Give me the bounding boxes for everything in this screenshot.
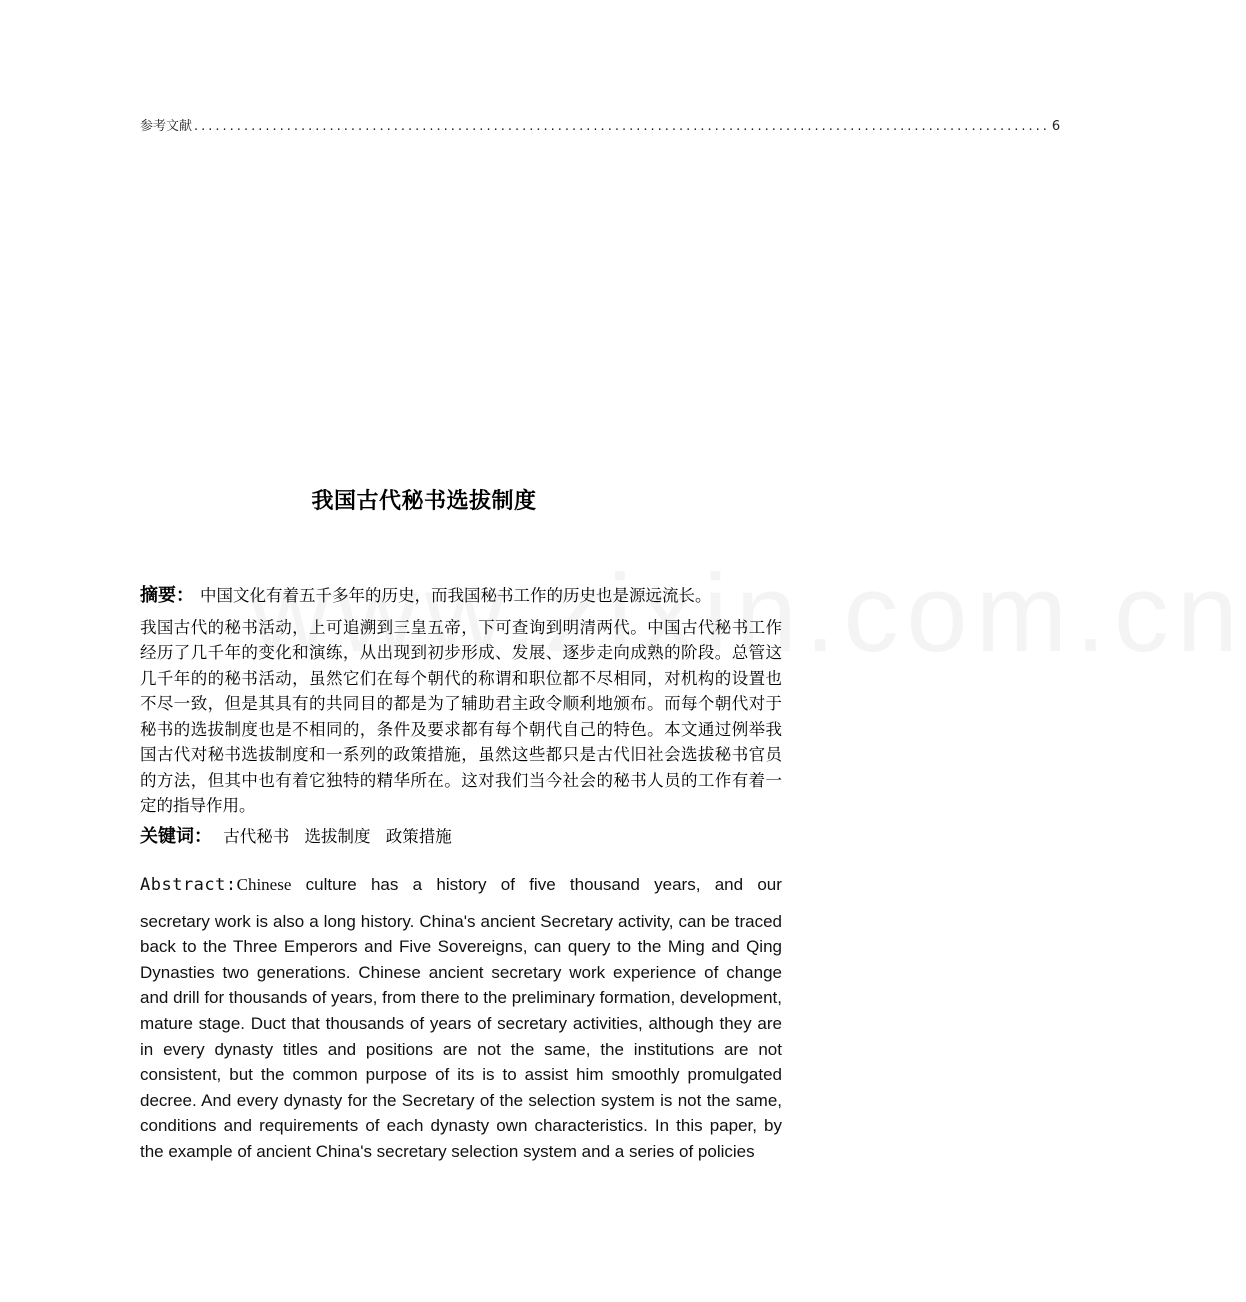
abstract-word: culture <box>305 875 357 894</box>
abstract-english-first-line <box>140 872 782 899</box>
abstract-english-first-word: Chinese <box>236 875 292 894</box>
abstract-chinese <box>140 583 782 819</box>
abstract-english-label: Abstract: <box>140 875 237 895</box>
abstract-word: thousand <box>569 875 640 894</box>
abstract-english <box>140 872 782 1165</box>
toc-page-number: 6 <box>1051 119 1061 134</box>
document-title: 我国古代秘书选拔制度 <box>311 489 537 514</box>
abstract-word: our <box>757 875 782 894</box>
keyword-item: 政策措施 <box>385 827 452 846</box>
abstract-english-lead <box>140 872 291 899</box>
abstract-chinese-label: 摘要： <box>140 585 194 606</box>
abstract-word: has <box>370 875 399 894</box>
abstract-chinese-body: 我国古代的秘书活动，上可追溯到三皇五帝，下可查询到明清两代。中国古代秘书工作经历了几千年的变化和演练，从出现到初步形成、发展、逐步走向成熟的阶段。总管这几千年的的秘书活动，虽然它们在每个朝代的称谓和职位都不尽相同，对机构的设置也不尽一致，但是其具有的共同目的都是为了辅助君主政令顺利地颁布。而每个朝代对于秘书的选拔制度也是不相同的，条件及要求都有每个朝代自己的特色。本文通过例举我国古代对秘书选拔制度和一系列的政策措施，虽然这些都只是古代旧社会选拔秘书官员的方法，但其中也有着它独特的精华所在。这对我们当今社会的秘书人员的工作有着一定的指导作用。 <box>140 617 782 815</box>
toc-entry-title: 参考文献 <box>140 119 193 134</box>
keyword-item: 古代秘书 <box>223 827 290 846</box>
abstract-word: and <box>714 875 744 894</box>
abstract-word: five <box>529 875 556 894</box>
abstract-word: of <box>500 875 515 894</box>
abstract-chinese-lead: 中国文化有着五千多年的历史，而我国秘书工作的历史也是源远流长。 <box>200 586 712 605</box>
abstract-english-body: secretary work is also a long history. China's ancient Secretary activity, can be traced back to the Three Emperors and Five Sovereigns, can query to the Ming and Qing Dynasties two generations. Chinese ancient secretary work experience of change and drill for thousands of years, from there to the preliminary formation, development, mature stage. Duct that thousands of years of secretary activities, although they are in every dynasty titles and positions are not the same, the institutions are not consistent, but the common purpose of its is to assist him smoothly promulgated decree. And every dynasty for the Secretary of the selection system is not the same, conditions and requirements of each dynasty own characteristics. In this paper, by the example of ancient China's secretary selection system and a series of policies <box>140 911 782 1161</box>
keywords-line <box>140 824 782 850</box>
abstract-word: history <box>436 875 487 894</box>
keywords-label: 关键词： <box>140 826 212 847</box>
toc-dot-leader: ........................................................................................................................ <box>194 119 1050 134</box>
abstract-word: a <box>412 875 423 894</box>
keyword-item: 选拔制度 <box>304 827 371 846</box>
abstract-chinese-first-line <box>140 583 782 609</box>
abstract-word: years, <box>654 875 701 894</box>
toc-entry[interactable] <box>140 115 1061 134</box>
